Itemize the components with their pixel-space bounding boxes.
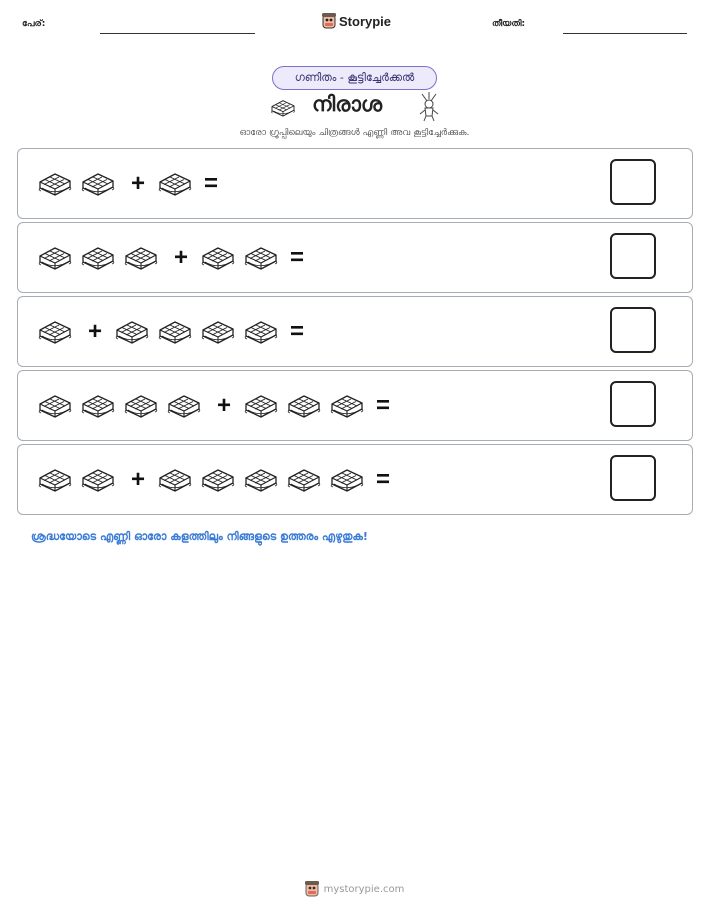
problem-items [35,389,396,423]
problem-items [35,167,224,201]
doodle-figure-icon [416,92,442,122]
group-a [35,391,207,421]
pillow-icon [241,465,281,495]
group-b [155,465,370,495]
answer-box[interactable] [610,159,656,205]
date-write-line[interactable] [563,33,687,34]
storypie-mascot-icon [322,13,336,29]
pillow-icon [121,243,161,273]
equals-sign: = [375,392,390,419]
group-a [35,243,164,273]
pillow-icon [284,465,324,495]
title-row [0,92,709,122]
group-b [155,169,198,199]
group-b [241,391,370,421]
date-label: തീയതി: [492,19,526,29]
pillow-icon [164,391,204,421]
pillow-icon [241,317,281,347]
pillow-icon [78,243,118,273]
name-write-line[interactable] [100,33,255,34]
plus-sign: + [130,466,145,493]
pillow-icon [241,391,281,421]
pillow-icon [266,97,300,119]
pillow-icon [78,169,118,199]
pillow-icon [155,317,195,347]
answer-box[interactable] [610,233,656,279]
pillow-icon [155,169,195,199]
instruction-text: ഓരോ ഗ്രൂപ്പിലെയും ചിത്രങ്ങൾ എണ്ണി അവ കൂട്ടിച്ചേർക്കുക. [239,128,470,138]
pillow-icon [35,169,75,199]
brand-logo [322,13,391,29]
pillow-icon [198,243,238,273]
footer-instruction: ശ്രദ്ധയോടെ എണ്ണി ഓരോ കളത്തിലും നിങ്ങളുടെ ഉത്തരം എഴുതുക! [31,530,368,543]
plus-sign: + [216,392,231,419]
name-label: പേര്: [22,19,46,29]
pillow-icon [78,465,118,495]
answer-box[interactable] [610,307,656,353]
group-b [198,243,284,273]
pillow-icon [121,391,161,421]
plus-sign: + [130,170,145,197]
page-title: നിരാശ [312,92,383,116]
pillow-icon [198,465,238,495]
worksheet-header [0,0,709,50]
pillow-icon [155,465,195,495]
pillow-icon [78,391,118,421]
problem-items [35,315,310,349]
problem-row [17,148,693,219]
pillow-icon [284,391,324,421]
problem-row [17,444,693,515]
equals-sign: = [203,170,218,197]
plus-sign: + [173,244,188,271]
problem-row [17,296,693,367]
pillow-icon [35,243,75,273]
pillow-icon [35,317,75,347]
problem-row [17,222,693,293]
pillow-icon [112,317,152,347]
group-a [35,465,121,495]
answer-box[interactable] [610,455,656,501]
pillow-icon [35,391,75,421]
site-url[interactable]: mystorypie.com [323,883,405,895]
pillow-icon [35,465,75,495]
equals-sign: = [289,244,304,271]
site-footer [0,881,709,897]
group-b [112,317,284,347]
storypie-mascot-icon [305,881,319,897]
pillow-icon [241,243,281,273]
equals-sign: = [289,318,304,345]
equals-sign: = [375,466,390,493]
pillow-icon [327,465,367,495]
pillow-icon [198,317,238,347]
problem-items [35,241,310,275]
plus-sign: + [87,318,102,345]
answer-box[interactable] [610,381,656,427]
brand-name: Storypie [339,13,392,29]
problem-row [17,370,693,441]
group-a [35,317,78,347]
group-a [35,169,121,199]
topic-badge: ഗണിതം - കൂട്ടിച്ചേർക്കൽ [272,66,437,90]
problem-items [35,463,396,497]
pillow-icon [327,391,367,421]
